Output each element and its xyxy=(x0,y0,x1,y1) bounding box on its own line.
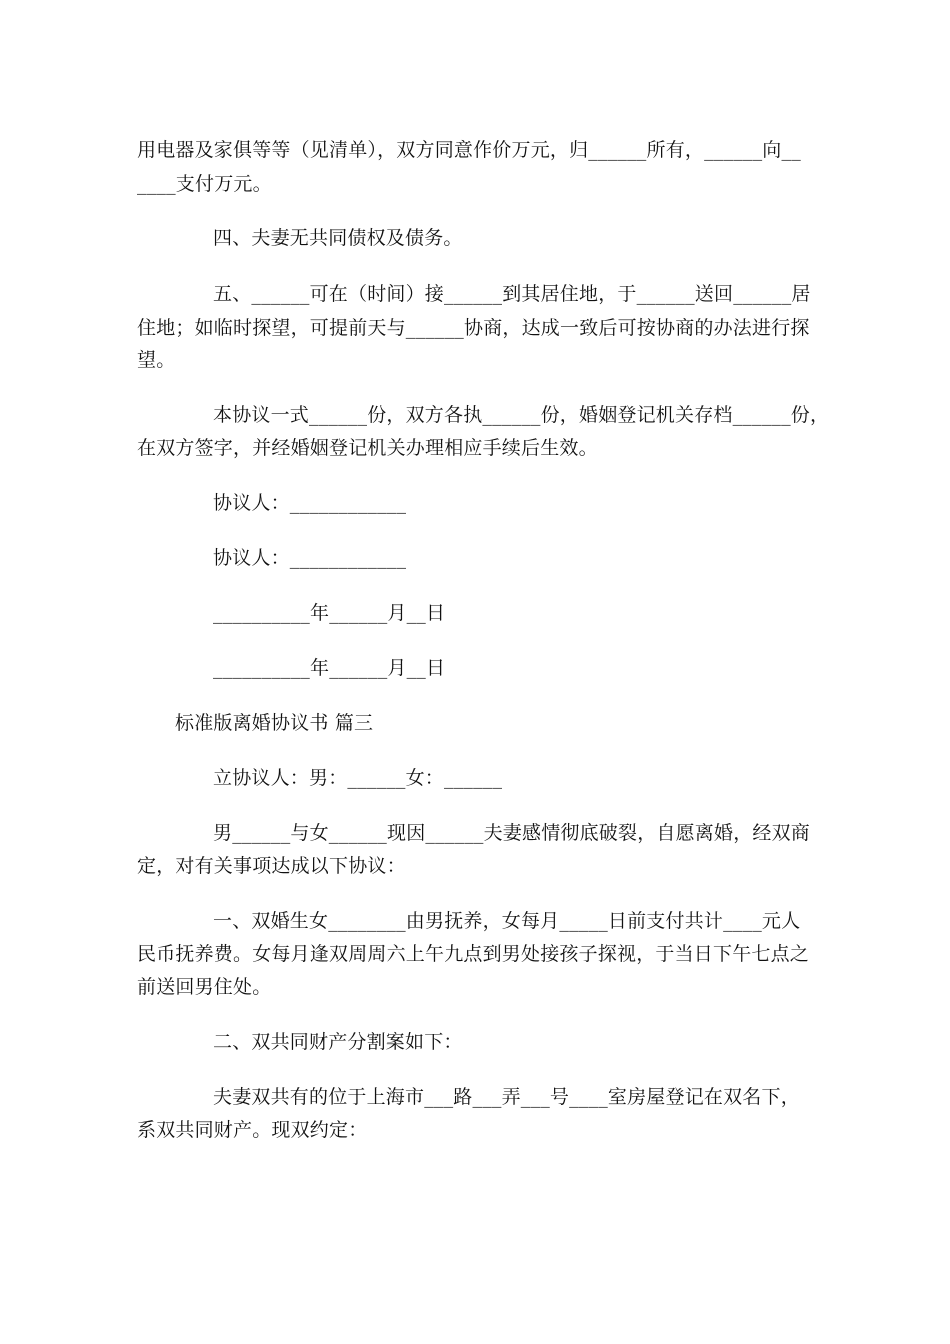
clause-four: 四、夫妻无共同债权及债务。 xyxy=(213,227,463,249)
text-line: 前送回男住处。 xyxy=(137,976,272,998)
property-clause: 夫妻双共有的位于上海市___路___弄___号____室房屋登记在双名下， xyxy=(213,1086,800,1108)
signatory-line: 协议人：____________ xyxy=(213,547,407,569)
date-line: __________年______月__日 xyxy=(213,602,446,624)
text-line: ____支付万元。 xyxy=(137,173,272,195)
clause-one: 一、双婚生女________由男抚养，女每月_____日前支付共计____元人 xyxy=(213,910,801,932)
section-heading: 标准版离婚协议书 篇三 xyxy=(175,712,374,734)
clause-five: 五、______可在（时间）接______到其居住地，于______送回______居 xyxy=(213,283,811,305)
text-line: 住地；如临时探望，可提前天与______协商，达成一致后可按协商的办法进行探 xyxy=(137,317,810,339)
signatory-line: 协议人：____________ xyxy=(213,492,407,514)
text-line: 望。 xyxy=(137,349,176,371)
text-line: 民币抚养费。女每月逢双周周六上午九点到男处接孩子探视，于当日下午七点之 xyxy=(137,943,810,965)
preamble: 男______与女______现因______夫妻感情彻底破裂，自愿离婚，经双商 xyxy=(213,822,811,844)
text-line: 系双共同财产。现双约定： xyxy=(137,1119,368,1141)
text-line: 在双方签字，并经婚姻登记机关办理相应手续后生效。 xyxy=(137,437,598,459)
text-line: 用电器及家俱等等（见清单），双方同意作价万元，归______所有，______向__ xyxy=(137,139,801,161)
clause-two: 二、双共同财产分割案如下： xyxy=(213,1031,463,1053)
text-line: 定，对有关事项达成以下协议： xyxy=(137,855,406,877)
date-line: __________年______月__日 xyxy=(213,657,446,679)
copies-clause: 本协议一式______份，双方各执______份，婚姻登记机关存档______份， xyxy=(213,404,830,426)
parties-line: 立协议人：男：______女：______ xyxy=(213,767,503,789)
